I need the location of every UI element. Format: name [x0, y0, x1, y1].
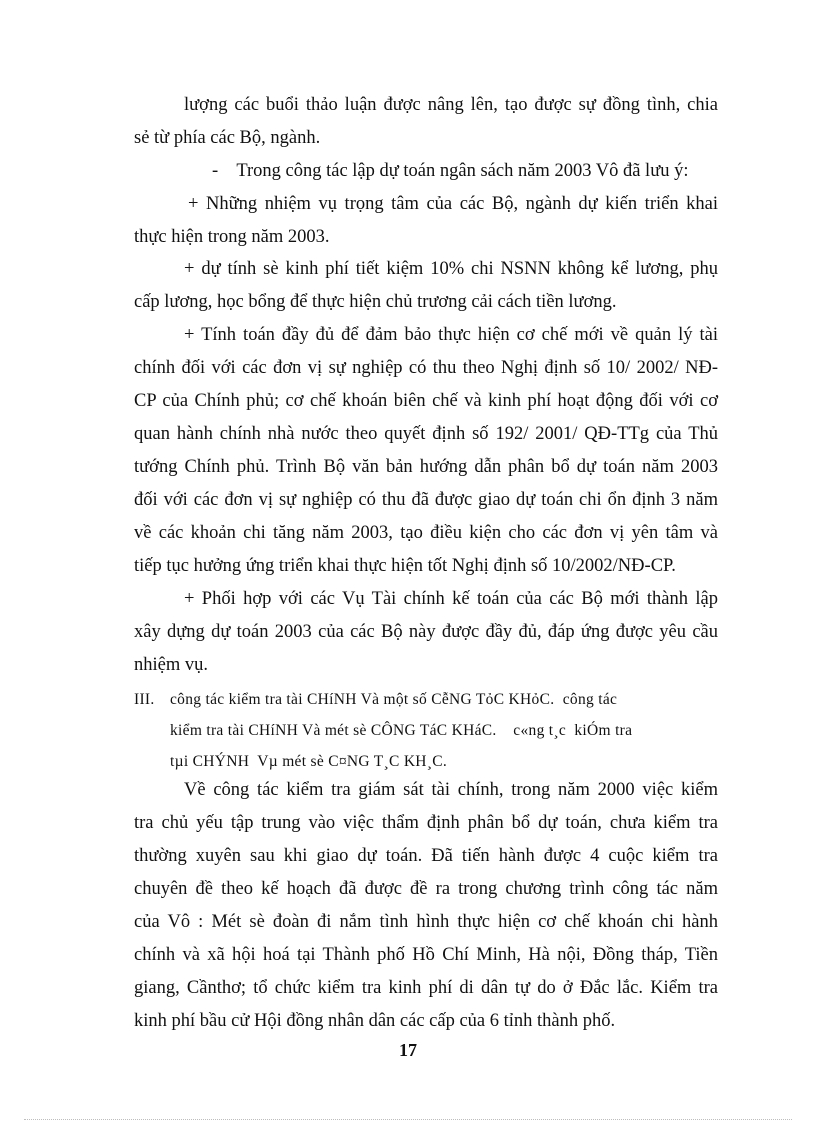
text-line: của Vô : Mét sè đoàn đi nắm tình hình thực hiện cơ chế khoán chi hành [134, 912, 718, 932]
text-line: xây dựng dự toán 2003 của các Bộ này được đầy đủ, đáp ứng được yêu cầu [134, 622, 718, 642]
text-line: chính đối với các đơn vị sự nghiệp có thu theo Nghị định số 10/ 2002/ NĐ- [134, 358, 718, 378]
text-line: - Trong công tác lập dự toán ngân sách năm 2003 Vô đã lưu ý: [212, 161, 689, 181]
section-heading-line: kiểm tra tài CHíNH Và mét sè CÔNG TáC KHáC. c«ng t¸c kiÓm tra [170, 722, 633, 739]
section-heading-line: tµi CHÝNH Vµ mét sè C¤NG T¸C KH¸C. [170, 753, 448, 770]
text-line: về các khoản chi tăng năm 2003, tạo điều kiện cho các đơn vị yên tâm và [134, 523, 718, 543]
text-line: tra chủ yếu tập trung vào việc thẩm định phân bổ dự toán, chưa kiểm tra [134, 813, 718, 833]
section-number: III. [134, 691, 155, 708]
text-line: kinh phí bầu cử Hội đồng nhân dân các cấp của 6 tỉnh thành phố. [134, 1011, 616, 1031]
text-line: thực hiện trong năm 2003. [134, 227, 330, 247]
text-line: tiếp tục hưởng ứng triển khai thực hiện tốt Nghị định số 10/2002/NĐ-CP. [134, 556, 676, 576]
text-line: cấp lương, học bổng để thực hiện chủ trương cải cách tiền lương. [134, 292, 617, 312]
section-heading-line: công tác kiểm tra tài CHíNH Và một số CễNG TỏC KHỏC. công tác [170, 691, 618, 708]
page-bottom-rule [24, 1119, 792, 1120]
text-line: chuyên đề theo kế hoạch đã được đề ra trong chương trình công tác năm [134, 879, 718, 899]
text-line: giang, Cầnthơ; tổ chức kiểm tra kinh phí di dân tự do ở Đắc lắc. Kiểm tra [134, 978, 718, 998]
text-line: tướng Chính phủ. Trình Bộ văn bản hướng dẫn phân bổ dự toán năm 2003 [134, 457, 718, 477]
text-line: quan hành chính nhà nước theo quyết định số 192/ 2001/ QĐ-TTg của Thủ [134, 424, 718, 444]
text-line: sẻ từ phía các Bộ, ngành. [134, 128, 321, 148]
text-line: đối với các đơn vị sự nghiệp có thu đã được giao dự toán chi ổn định 3 năm [134, 490, 718, 510]
text-line: thường xuyên sau khi giao dự toán. Đã tiến hành được 4 cuộc kiểm tra [134, 846, 718, 866]
text-line: lượng các buổi thảo luận được nâng lên, tạo được sự đồng tình, chia [184, 95, 718, 115]
page-number: 17 [399, 1040, 417, 1060]
text-line: + Phối hợp với các Vụ Tài chính kế toán của các Bộ mới thành lập [184, 589, 718, 609]
text-line: chính và xã hội hoá tại Thành phố Hồ Chí Minh, Hà nội, Đồng tháp, Tiền [134, 945, 718, 965]
text-line: Về công tác kiểm tra giám sát tài chính, trong năm 2000 việc kiểm [184, 780, 718, 800]
text-line: + dự tính sè kinh phí tiết kiệm 10% chi NSNN không kể lương, phụ [184, 259, 718, 279]
text-line: + Tính toán đầy đủ để đảm bảo thực hiện cơ chế mới về quản lý tài [184, 325, 718, 345]
text-line: nhiệm vụ. [134, 655, 208, 675]
text-line: + Những nhiệm vụ trọng tâm của các Bộ, ngành dự kiến triển khai [188, 194, 718, 214]
text-line: CP của Chính phủ; cơ chế khoán biên chế và kinh phí hoạt động đối với cơ [134, 391, 718, 411]
